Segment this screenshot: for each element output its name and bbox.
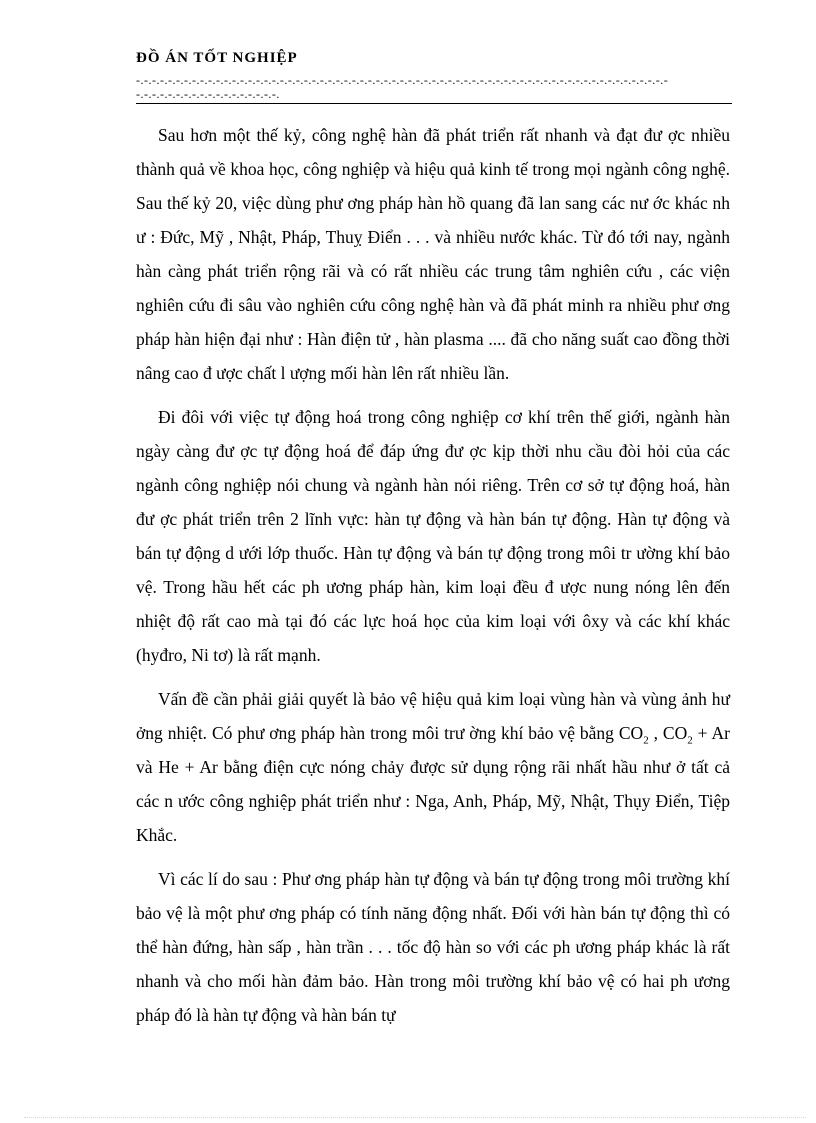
paragraph-3 [136,682,730,852]
subscript-2: 2 [687,734,693,747]
page-bottom-dotted-border [24,1117,806,1118]
paragraph-3-part-a: Vấn đề cần phải giải quyết là bảo vệ hiệu quả kim loại vùng hàn và vùng ảnh hư ởng nhiệt. Có phư ơng pháp hàn trong môi trư ờng khí bảo vệ bằng CO [136,689,730,743]
header-dash-line-2: -.-.-.-.-.-.-.-.-.-.-.-.-.-.-.-.-.-. [136,87,280,101]
page-header [136,50,732,104]
header-dash-line-1: -.-.-.-.-.-.-.-.-.-.-.-.-.-.-.-.-.-.-.-.-.-.-.-.-.-.-.-.-.-.-.-.-.-.-.-.-.-.-.-.-.-.-.-.-.-.-.-.-.-.-.-.-.-.-.-.-.-.-.-.-.-.-.-.-.-.- [136,73,669,87]
paragraph-2: Đi đôi với việc tự động hoá trong công nghiệp cơ khí trên thế giới, ngành hàn ngày càng đư ợc tự động hoá để đáp ứng đư ợc kịp thời nhu cầu đòi hỏi của các ngành công nghiệp nói chung và ngành hàn nói riêng. Trên cơ sở tự động hoá, hàn đư ợc phát triển trên 2 lĩnh vực: hàn tự động và hàn bán tự động. Hàn tự động và bán tự động d ưới lớp thuốc. Hàn tự động và bán tự động trong môi tr ường khí bảo vệ. Trong hầu hết các ph ương pháp hàn, kim loại đều đ ược nung nóng lên đến nhiệt độ rất cao mà tại đó các lực hoá học của kim loại với ôxy và các khí khác (hyđro, Ni tơ) là rất mạnh. [136,407,730,665]
header-title: ĐỒ ÁN TỐT NGHIỆP [136,50,298,66]
paragraph-3-part-b: , CO [648,723,688,743]
header-divider [136,103,732,104]
subscript-2: 2 [643,734,649,747]
paragraph-4: Vì các lí do sau : Phư ơng pháp hàn tự động và bán tự động trong môi trường khí bảo vệ là một phư ơng pháp có tính năng động nhất. Đối với hàn bán tự động thì có thể hàn đứng, hàn sấp , hàn trần . . . tốc độ hàn so với các ph ương pháp khác là rất nhanh và cho mối hàn đảm bảo. Hàn trong môi trường khí bảo vệ có hai ph ương pháp đó là hàn tự động và hàn bán tự [136,869,730,1025]
paragraph-3-part-c: + Ar và He + Ar bằng điện cực nóng chảy được sử dụng rộng rãi nhất hầu như ở tất cả các n ước công nghiệp phát triển như : Nga, Anh, Pháp, Mỹ, Nhật, Thụy Điển, Tiệp Khắc. [136,723,730,845]
document-body [136,118,730,1042]
paragraph-1: Sau hơn một thế kỷ, công nghệ hàn đã phát triển rất nhanh và đạt đư ợc nhiều thành quả về khoa học, công nghiệp và hiệu quả kinh tế trong mọi ngành công nghệ. Sau thế kỷ 20, việc dùng phư ơng pháp hàn hồ quang đã lan sang các nư ớc khác nh ư : Đức, Mỹ , Nhật, Pháp, Thuỵ Điển . . . và nhiều nước khác. Từ đó tới nay, ngành hàn càng phát triển rộng rãi và có rất nhiều các trung tâm nghiên cứu , các viện nghiên cứu đi sâu vào nghiên cứu công nghệ hàn và đã phát minh ra nhiều phư ơng pháp hàn hiện đại như : Hàn điện tử , hàn plasma .... đã cho năng suất cao đồng thời nâng cao đ ược chất l ượng mối hàn lên rất nhiều lần. [136,125,730,383]
